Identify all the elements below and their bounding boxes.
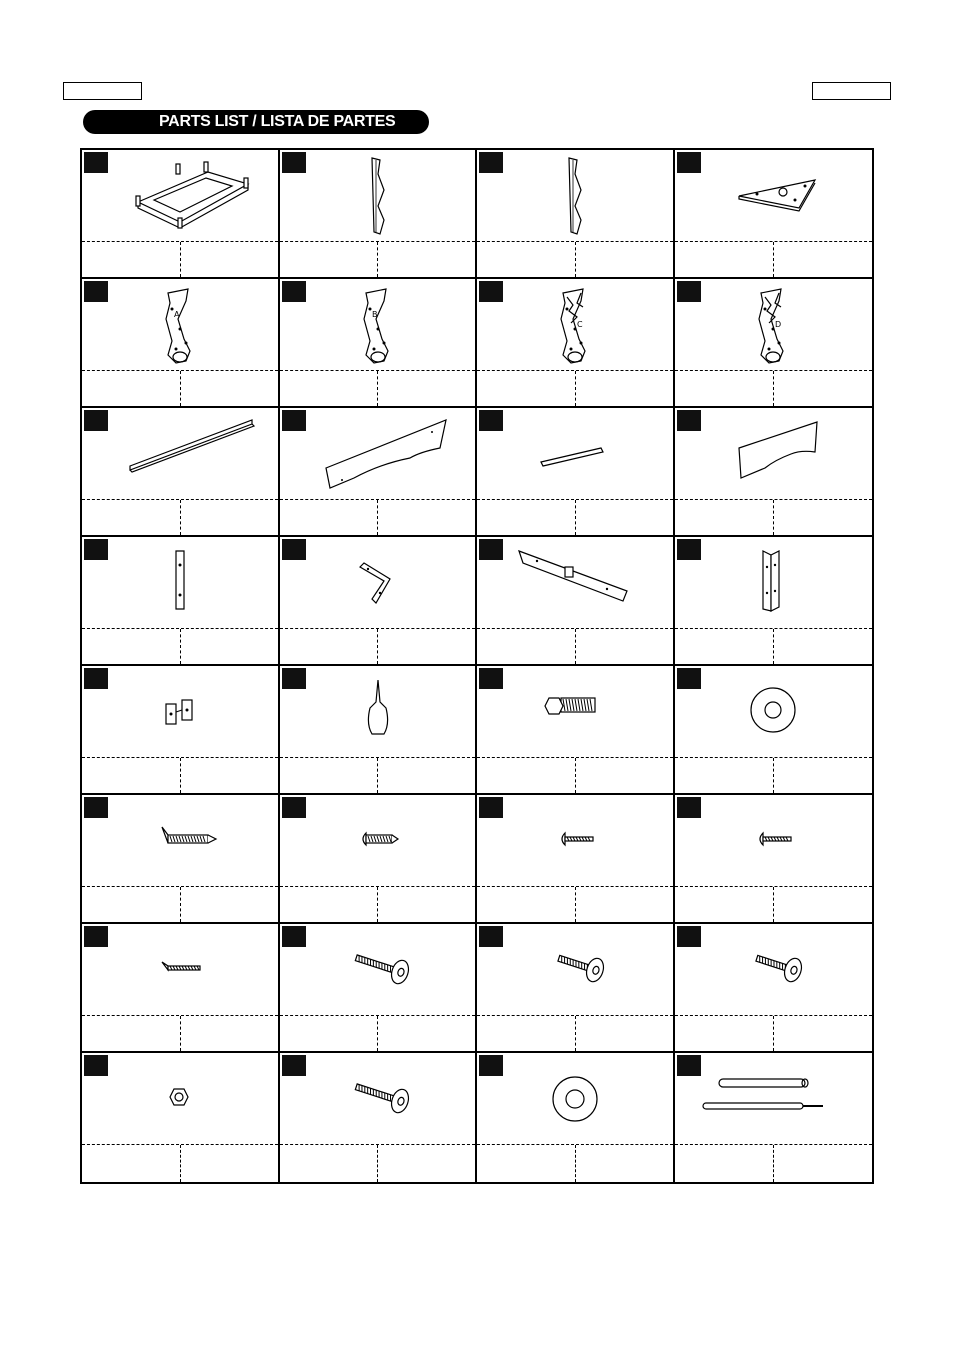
- section-title: PARTS LIST / LISTA DE PARTES: [159, 113, 396, 130]
- allen-bolt-icon: [280, 924, 476, 1016]
- flat-head-screw-small-icon: [82, 924, 278, 1016]
- leg-c-icon: [477, 279, 673, 371]
- dashed-center-divider: [575, 629, 576, 664]
- leg-a-icon: [82, 279, 278, 371]
- dashed-center-divider: [377, 758, 378, 793]
- flat-head-screw-icon: [82, 795, 278, 887]
- part-cell: [82, 795, 280, 924]
- side-leg-panel-icon: [477, 150, 673, 242]
- part-cell: [477, 537, 675, 666]
- dashed-center-divider: [180, 887, 181, 922]
- part-cell: [82, 537, 280, 666]
- part-cell: [280, 1053, 478, 1182]
- part-cell: [477, 666, 675, 795]
- part-cell: [675, 408, 873, 537]
- part-cell: [82, 150, 280, 279]
- dashed-center-divider: [773, 1145, 774, 1182]
- part-cell: [675, 1053, 873, 1182]
- dashed-center-divider: [773, 758, 774, 793]
- dashed-center-divider: [180, 1016, 181, 1051]
- round-head-screw-small-icon: [477, 795, 673, 887]
- curved-apron-icon: [280, 408, 476, 500]
- table-frame-icon: [82, 150, 278, 242]
- part-cell: [477, 150, 675, 279]
- allen-bolt-short-icon: [675, 924, 871, 1016]
- svg-text:D: D: [774, 320, 781, 329]
- part-cell: [477, 924, 675, 1053]
- short-rail-icon: [477, 408, 673, 500]
- dashed-center-divider: [773, 887, 774, 922]
- washer-icon: [675, 666, 871, 758]
- dashed-center-divider: [773, 500, 774, 535]
- l-bracket-icon: [280, 537, 476, 629]
- part-cell: [82, 1053, 280, 1182]
- dashed-center-divider: [575, 1145, 576, 1182]
- part-cell: [280, 666, 478, 795]
- part-cell: [280, 795, 478, 924]
- svg-text:C: C: [577, 320, 583, 329]
- dashed-center-divider: [575, 758, 576, 793]
- page-number-box-right: [812, 82, 891, 100]
- dowel-rods-icon: [675, 1053, 871, 1145]
- side-leg-panel-icon: [280, 150, 476, 242]
- section-title-bar: [83, 110, 429, 134]
- washer-large-icon: [477, 1053, 673, 1145]
- page-number-box-left: [63, 82, 142, 100]
- wood-block-icon: [82, 537, 278, 629]
- part-cell: [675, 279, 873, 408]
- glue-bottle-icon: [280, 666, 476, 758]
- long-bracket-icon: [477, 537, 673, 629]
- dashed-center-divider: [377, 1145, 378, 1182]
- dashed-center-divider: [773, 371, 774, 406]
- short-apron-icon: [675, 408, 871, 500]
- part-cell: [477, 279, 675, 408]
- dashed-center-divider: [180, 758, 181, 793]
- part-cell: [280, 924, 478, 1053]
- dashed-center-divider: [575, 887, 576, 922]
- dashed-center-divider: [377, 500, 378, 535]
- parts-grid: [80, 148, 874, 1184]
- part-cell: [280, 408, 478, 537]
- svg-text:A: A: [174, 310, 180, 319]
- round-head-screw-small-icon: [675, 795, 871, 887]
- dashed-center-divider: [377, 629, 378, 664]
- dashed-center-divider: [180, 500, 181, 535]
- dashed-center-divider: [575, 1016, 576, 1051]
- part-cell: [280, 150, 478, 279]
- part-cell: [675, 537, 873, 666]
- hex-nut-icon: [82, 1053, 278, 1145]
- part-cell: [477, 795, 675, 924]
- part-cell: [675, 150, 873, 279]
- dashed-center-divider: [377, 242, 378, 277]
- part-cell: [280, 537, 478, 666]
- part-cell: [675, 924, 873, 1053]
- part-cell: [477, 1053, 675, 1182]
- leg-b-icon: [280, 279, 476, 371]
- hex-bolt-icon: [477, 666, 673, 758]
- part-cell: [675, 666, 873, 795]
- dashed-center-divider: [575, 371, 576, 406]
- part-cell: [477, 408, 675, 537]
- dashed-center-divider: [377, 371, 378, 406]
- allen-bolt-short-icon: [477, 924, 673, 1016]
- dashed-center-divider: [180, 371, 181, 406]
- dashed-center-divider: [180, 629, 181, 664]
- part-cell: [82, 408, 280, 537]
- corner-bracket-icon: [675, 537, 871, 629]
- dashed-center-divider: [180, 242, 181, 277]
- dashed-center-divider: [773, 629, 774, 664]
- dashed-center-divider: [773, 1016, 774, 1051]
- dashed-center-divider: [575, 242, 576, 277]
- part-cell: [82, 666, 280, 795]
- svg-text:B: B: [371, 310, 377, 319]
- dashed-center-divider: [377, 887, 378, 922]
- part-cell: [675, 795, 873, 924]
- part-cell: [82, 279, 280, 408]
- double-bracket-icon: [82, 666, 278, 758]
- dashed-center-divider: [575, 500, 576, 535]
- dashed-center-divider: [180, 1145, 181, 1182]
- leg-d-icon: [675, 279, 871, 371]
- round-head-screw-icon: [280, 795, 476, 887]
- triangle-bracket-icon: [675, 150, 871, 242]
- allen-bolt-icon: [280, 1053, 476, 1145]
- part-cell: [280, 279, 478, 408]
- long-rail-icon: [82, 408, 278, 500]
- dashed-center-divider: [773, 242, 774, 277]
- dashed-center-divider: [377, 1016, 378, 1051]
- part-cell: [82, 924, 280, 1053]
